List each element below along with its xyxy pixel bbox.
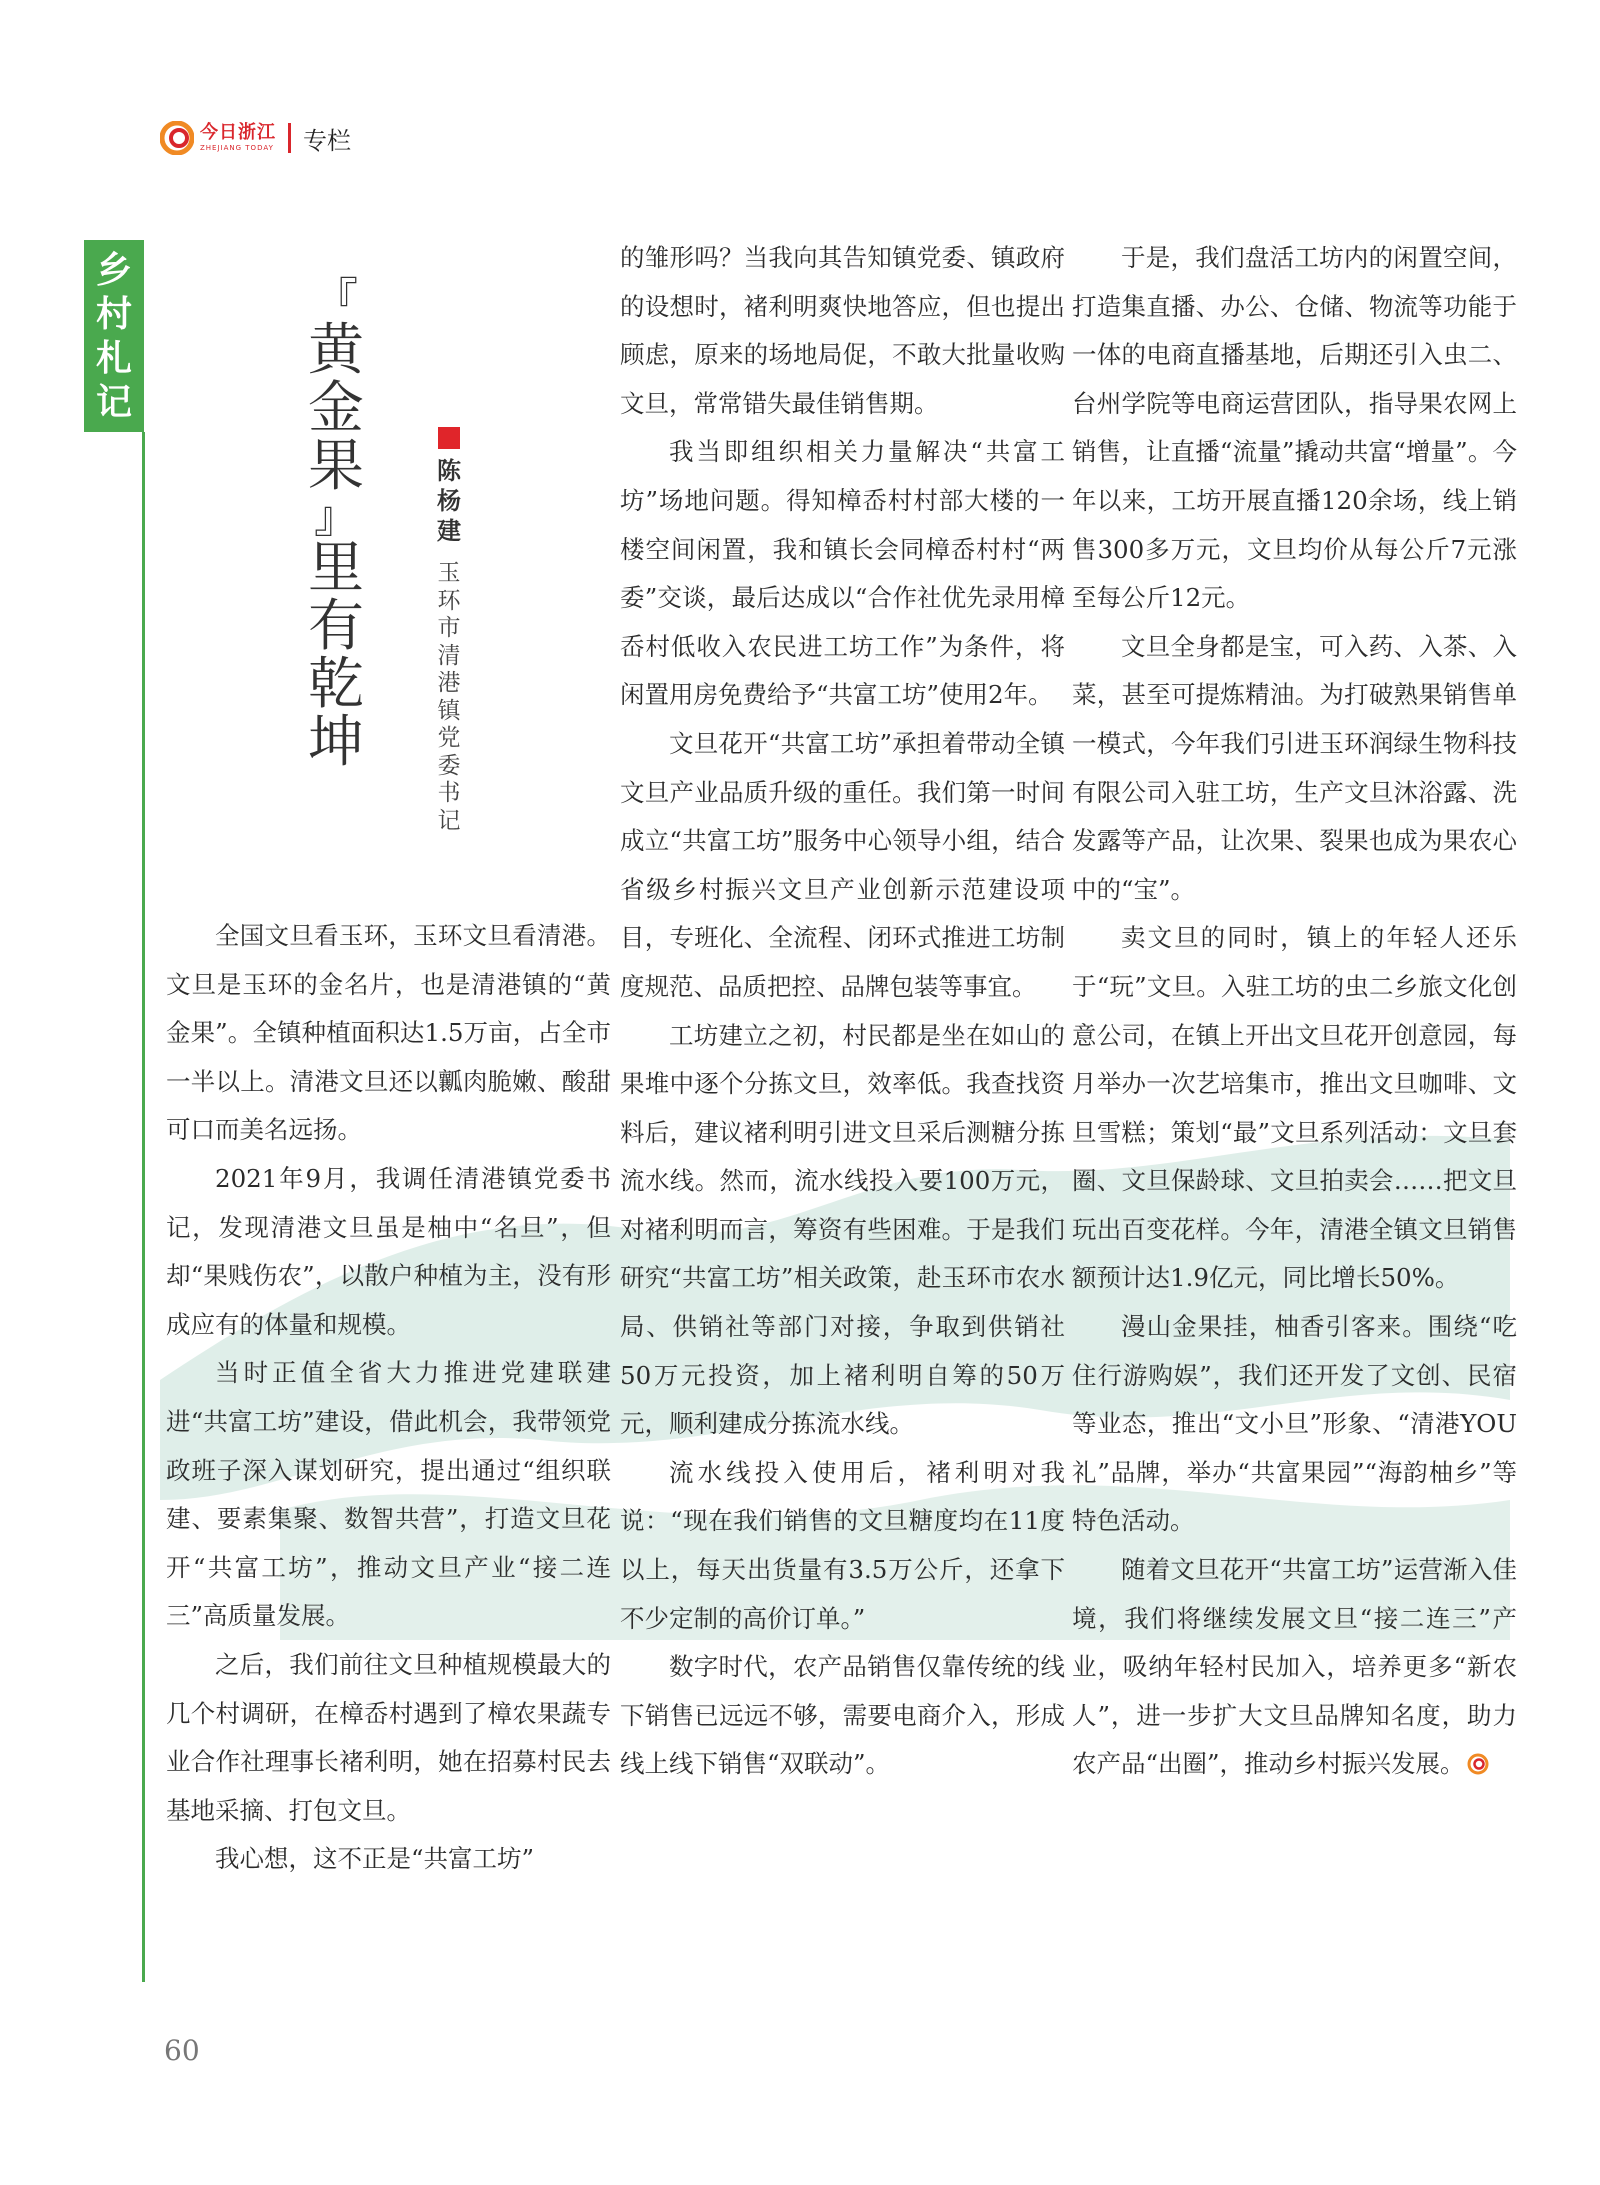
paragraph: 我当即组织相关力量解决“共富工坊”场地问题。得知樟岙村村部大楼的一楼空间闲置，我和镇长会同樟岙村村“两委”交谈，最后达成以“合作社优先录用樟岙村低收入农民进工坊工作”为条件，将闲置用房免费给予“共富工坊”使用2年。 xyxy=(620,437,1065,710)
logo-subtitle: ZHEJIANG TODAY xyxy=(200,144,274,152)
logo-text xyxy=(200,124,276,152)
author-char: 建 xyxy=(437,517,461,545)
author-role xyxy=(434,560,464,835)
paragraph: 漫山金果挂，柚香引客来。围绕“吃住行游购娱”，我们还开发了文创、民宿等业态，推出“文小旦”形象、“清港YOU礼”品牌，举办“共富果园”“海韵柚乡”等特色活动。 xyxy=(1072,1312,1517,1536)
body-column-1 xyxy=(166,912,611,1884)
column-tab-char: 乡 xyxy=(95,249,132,291)
body-column-3 xyxy=(1072,234,1517,1789)
logo-title: 今日浙江 xyxy=(200,122,276,143)
paragraph-text: 随着文旦花开“共富工坊”运营渐入佳境，我们将继续发展文旦“接二连三”产业，吸纳年轻村民加入，培养更多“新农人”，进一步扩大文旦品牌知名度，助力农产品“出圈”，推动乡村振兴发展。 xyxy=(1072,1555,1517,1779)
paragraph-continued: 的雏形吗？当我向其告知镇党委、镇政府的设想时，褚利明爽快地答应，但也提出顾虑，原来的场地局促，不敢大批量收购文旦，常常错失最佳销售期。 xyxy=(620,243,1065,418)
paragraph: 之后，我们前往文旦种植规模最大的几个村调研，在樟岙村遇到了樟农果蔬专业合作社理事长褚利明，她在招募村民去基地采摘、打包文旦。 xyxy=(166,1649,611,1825)
role-char: 记 xyxy=(437,807,461,834)
title-char: 乾 xyxy=(308,652,364,717)
end-mark-icon xyxy=(1467,1753,1489,1775)
side-rule xyxy=(142,432,145,1982)
role-char: 党 xyxy=(437,725,461,751)
page-number: 60 xyxy=(164,2034,200,2067)
page-header xyxy=(160,118,351,158)
paragraph: 工坊建立之初，村民都是坐在如山的果堆中逐个分拣文旦，效率低。我查找资料后，建议褚利明引进文旦采后测糖分拣流水线。然而，流水线投入要100万元，对褚利明而言，筹资有些困难。于是我们研究“共富工坊”相关政策，赴玉环市农水局、供销社等部门对接，争取到供销社50万元投资，加上褚利明自筹的50万元，顺利建成分拣流水线。 xyxy=(620,1020,1065,1439)
role-char: 环 xyxy=(437,587,461,614)
role-char: 委 xyxy=(437,752,461,779)
title-char: 金 xyxy=(308,376,364,441)
paragraph: 于是，我们盘活工坊内的闲置空间，打造集直播、办公、仓储、物流等功能于一体的电商直播基地，后期还引入虫二、台州学院等电商运营团队，指导果农网上销售，让直播“流量”撬动共富“增量”。今年以来，工坊开展直播120余场，线上销售300多万元，文旦均价从每公斤7元涨至每公斤12元。 xyxy=(1072,243,1517,613)
header-divider xyxy=(288,123,291,153)
paragraph: 2021年9月，我调任清港镇党委书记，发现清港文旦虽是柚中“名旦”，但却“果贱伤农”，以散户种植为主，没有形成应有的体量和规模。 xyxy=(166,1163,611,1339)
title-char: 里 xyxy=(308,536,364,601)
title-char: 果 xyxy=(308,434,364,499)
title-char: 黄 xyxy=(308,318,364,383)
title-char: 有 xyxy=(308,594,364,659)
role-char: 市 xyxy=(437,615,461,641)
paragraph: 全国文旦看玉环，玉环文旦看清港。文旦是玉环的金名片，也是清港镇的“黄金果”。全镇种植面积达1.5万亩，占全市一半以上。清港文旦还以瓤肉脆嫩、酸甜可口而美名远扬。 xyxy=(166,921,611,1145)
column-tab-char: 记 xyxy=(95,381,132,423)
paragraph: 卖文旦的同时，镇上的年轻人还乐于“玩”文旦。入驻工坊的虫二乡旅文化创意公司，在镇上开出文旦花开创意园，每月举办一次艺培集市，推出文旦咖啡、文旦雪糕；策划“最”文旦系列活动：文旦套圈、文旦保龄球、文旦拍卖会……把文旦玩出百变花样。今年，清港全镇文旦销售额预计达1.9亿元，同比增长50%。 xyxy=(1072,923,1517,1293)
role-char: 清 xyxy=(437,642,461,669)
role-char: 书 xyxy=(437,780,461,806)
title-char: 坤 xyxy=(308,710,364,775)
paragraph: 文旦全身都是宝，可入药、入茶、入菜，甚至可提炼精油。为打破熟果销售单一模式，今年我们引进玉环润绿生物科技有限公司入驻工坊，生产文旦沐浴露、洗发露等产品，让次果、裂果也成为果农心中的“宝”。 xyxy=(1072,631,1517,904)
paragraph: 我心想，这不正是“共富工坊” xyxy=(215,1844,535,1874)
article-title xyxy=(306,274,366,775)
role-char: 玉 xyxy=(437,560,461,586)
paragraph: 当时正值全省大力推进党建联建进“共富工坊”建设，借此机会，我带领党政班子深入谋划研究，提出通过“组织联建、要素集聚、数智共营”，打造文旦花开“共富工坊”，推动文旦产业“接二连三”高质量发展。 xyxy=(166,1358,611,1631)
section-label: 专栏 xyxy=(303,126,351,155)
author-marker xyxy=(438,427,460,449)
column-tab-char: 村 xyxy=(95,293,132,335)
body-column-2 xyxy=(620,234,1065,1789)
author-char: 杨 xyxy=(437,487,461,515)
logo-icon xyxy=(160,121,194,155)
column-tab xyxy=(84,240,144,432)
column-tab-char: 札 xyxy=(95,337,132,379)
author-char: 陈 xyxy=(437,457,461,485)
paragraph: 数字时代，农产品销售仅靠传统的线下销售已远远不够，需要电商介入，形成线上线下销售“双联动”。 xyxy=(620,1652,1065,1779)
paragraph: 流水线投入使用后，褚利明对我说：“现在我们销售的文旦糖度均在11度以上，每天出货量有3.5万公斤，还拿下不少定制的高价订单。” xyxy=(620,1457,1065,1633)
title-char: 』 xyxy=(314,492,358,543)
author-name xyxy=(434,456,464,546)
title-char: 『 xyxy=(314,274,358,325)
role-char: 镇 xyxy=(437,697,461,724)
paragraph: 文旦花开“共富工坊”承担着带动全镇文旦产业品质升级的重任。我们第一时间成立“共富工坊”服务中心领导小组，结合省级乡村振兴文旦产业创新示范建设项目，专班化、全流程、闭环式推进工坊制度规范、品质把控、品牌包装等事宜。 xyxy=(620,728,1065,1001)
paragraph-last xyxy=(1072,1546,1517,1789)
role-char: 港 xyxy=(437,670,461,696)
